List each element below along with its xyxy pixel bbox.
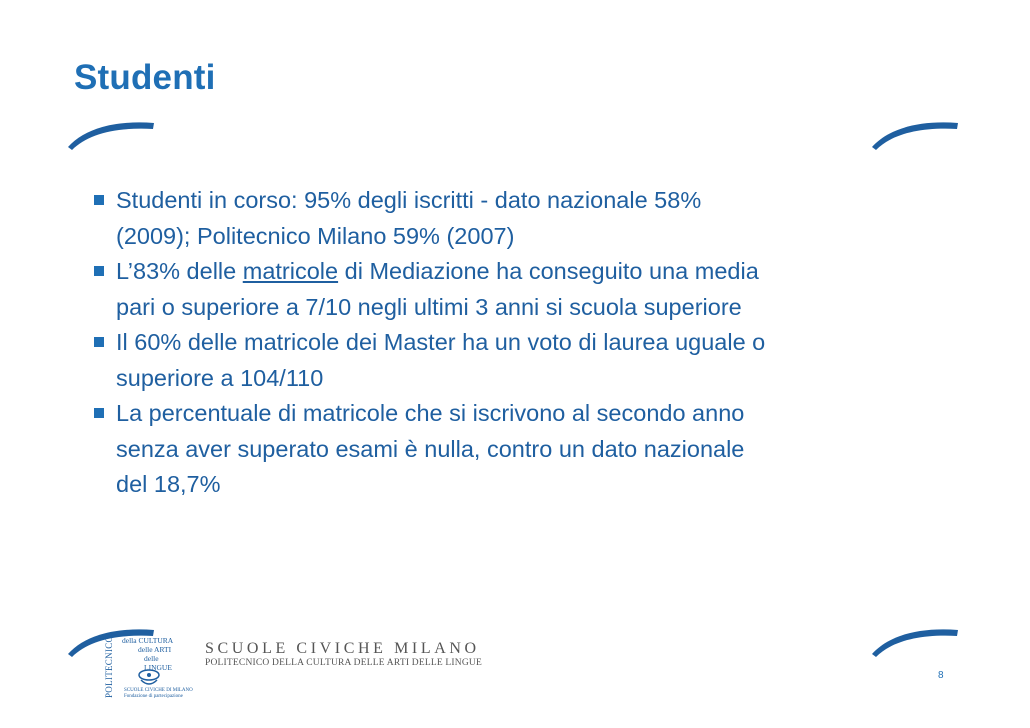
logo-emblem-icon bbox=[136, 668, 162, 688]
bullet-text: L’83% delle bbox=[116, 258, 243, 284]
logo-culture-line: delle ARTI bbox=[138, 645, 172, 654]
swoosh-top-right-icon bbox=[870, 117, 960, 151]
logo-culture-text bbox=[122, 636, 184, 672]
square-bullet-icon bbox=[94, 266, 104, 276]
square-bullet-icon bbox=[94, 337, 104, 347]
underlined-word: matricole bbox=[242, 258, 339, 284]
bullet-text: di Mediazione ha conseguito una media bbox=[338, 258, 759, 284]
page-number: 8 bbox=[938, 670, 944, 681]
bullet-item bbox=[92, 254, 942, 325]
bullet-text: Studenti in corso: 95% degli iscritti - dato nazionale 58% bbox=[116, 187, 702, 213]
bullet-text: del 18,7% bbox=[116, 471, 221, 497]
bullet-text: senza aver superato esami è nulla, contro un dato nazionale bbox=[116, 435, 745, 462]
bullet-text: pari o superiore a 7/10 negli ultimi 3 anni si scuola superiore bbox=[116, 293, 742, 320]
bullet-text: La percentuale di matricole che si iscrivono al secondo anno bbox=[116, 400, 745, 426]
logo-main-text: SCUOLE CIVICHE MILANO bbox=[205, 640, 480, 657]
logo-small-line: SCUOLE CIVICHE DI MILANO bbox=[124, 688, 193, 693]
bullet-item bbox=[92, 183, 942, 254]
bullet-text: superiore a 104/110 bbox=[116, 364, 324, 391]
square-bullet-icon bbox=[94, 408, 104, 418]
bullet-list bbox=[92, 183, 942, 503]
bullet-item bbox=[92, 325, 942, 396]
bullet-text: (2009); Politecnico Milano 59% (2007) bbox=[116, 222, 515, 249]
swoosh-top-left-icon bbox=[66, 117, 156, 151]
logo-sub-text: POLITECNICO DELLA CULTURA DELLE ARTI DELLE LINGUE bbox=[205, 658, 482, 668]
logo-small-text bbox=[124, 688, 194, 700]
logo-small-line: Fondazione di partecipazione bbox=[124, 694, 183, 699]
bullet-text: Il 60% delle matricole dei Master ha un voto di laurea uguale o bbox=[116, 329, 766, 355]
slide-title: Studenti bbox=[74, 58, 216, 97]
logo-culture-line: della CULTURA bbox=[122, 636, 174, 645]
logo-culture-line: delle LINGUE bbox=[144, 654, 172, 672]
bullet-item bbox=[92, 396, 942, 503]
square-bullet-icon bbox=[94, 195, 104, 205]
logo-vertical-text: POLITECNICO bbox=[104, 635, 114, 698]
swoosh-bottom-right-icon bbox=[870, 624, 960, 658]
